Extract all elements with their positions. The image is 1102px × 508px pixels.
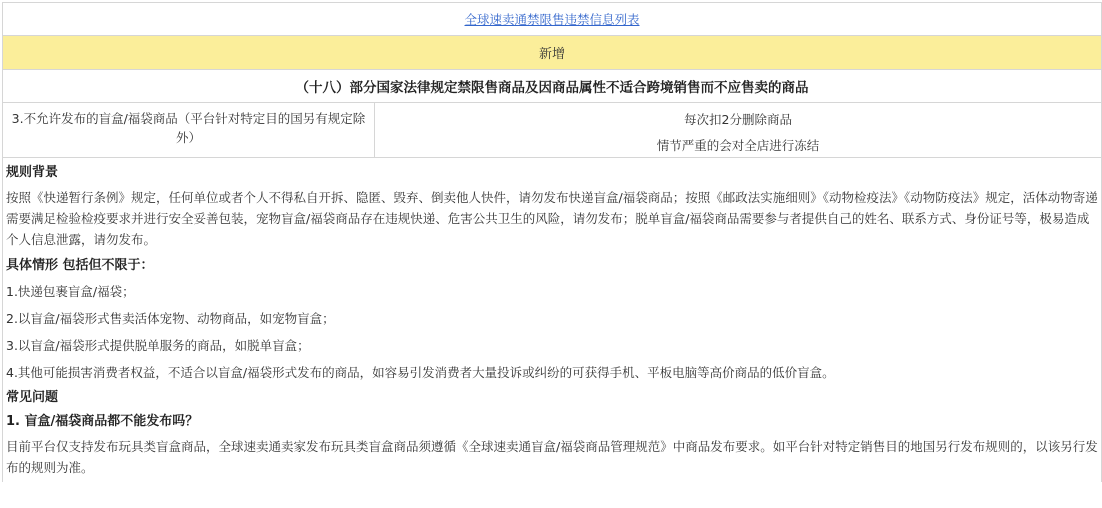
- rule-row: [3, 103, 1101, 158]
- category-title: （十八）部分国家法律规定禁限售商品及因商品属性不适合跨境销售而不应售卖的商品: [295, 80, 809, 96]
- cases-heading: 具体情形 包括但不限于：: [6, 258, 154, 273]
- rule-details: [3, 158, 1101, 482]
- background-heading: 规则背景: [6, 165, 59, 180]
- rule-name: 3.不允许发布的盲盒/福袋商品（平台针对特定目的国另有规定除外）: [3, 103, 375, 157]
- background-text: 按照《快递暂行条例》规定，任何单位或者个人不得私自开拆、隐匿、毁弃、倒卖他人快件，请勿发布快递盲盒/福袋商品；按照《邮政法实施细则》《动物检疫法》《动物防疫法》规定，活体动物寄递需要满足检验检疫要求并进行安全妥善包装，宠物盲盒/福袋商品存在违规快递、危害公共卫生的风险，请勿发布；脱单盲盒/福袋商品需要参与者提供自己的姓名、联系方式、身份证号等，极易造成个人信息泄露，请勿发布。: [6, 190, 1098, 247]
- faq-question: 1. 盲盒/福袋商品都不能发布吗？: [6, 414, 199, 429]
- new-status-row: [3, 36, 1101, 70]
- category-title-row: [3, 70, 1101, 103]
- case-item: 4.其他可能损害消费者权益，不适合以盲盒/福袋形式发布的商品，如容易引发消费者大量投诉或纠纷的可获得手机、平板电脑等高价商品的低价盲盒。: [6, 365, 835, 380]
- faq-answer: 目前平台仅支持发布玩具类盲盒商品，全球速卖通卖家发布玩具类盲盒商品须遵循《全球速卖通盲盒/福袋商品管理规范》中商品发布要求。如平台针对特定销售目的地国另行发布规则的，以该另行发布的规则为准。: [6, 439, 1098, 475]
- case-item: 3.以盲盒/福袋形式提供脱单服务的商品，如脱单盲盒；: [6, 338, 310, 353]
- case-item: 2.以盲盒/福袋形式售卖活体宠物、动物商品，如宠物盲盒；: [6, 311, 335, 326]
- table-title-row: [3, 3, 1101, 36]
- prohibited-list-link[interactable]: 全球速卖通禁限售违禁信息列表: [464, 12, 640, 27]
- faq-heading: 常见问题: [6, 390, 59, 405]
- rules-table: [2, 2, 1102, 482]
- new-status-label: 新增: [538, 47, 565, 62]
- penalty-line-2: 情节严重的会对全店进行冻结: [656, 138, 820, 153]
- penalty-line-1: 每次扣2分删除商品: [684, 112, 792, 127]
- case-item: 1.快递包裹盲盒/福袋；: [6, 284, 135, 299]
- rule-penalty: [375, 103, 1101, 157]
